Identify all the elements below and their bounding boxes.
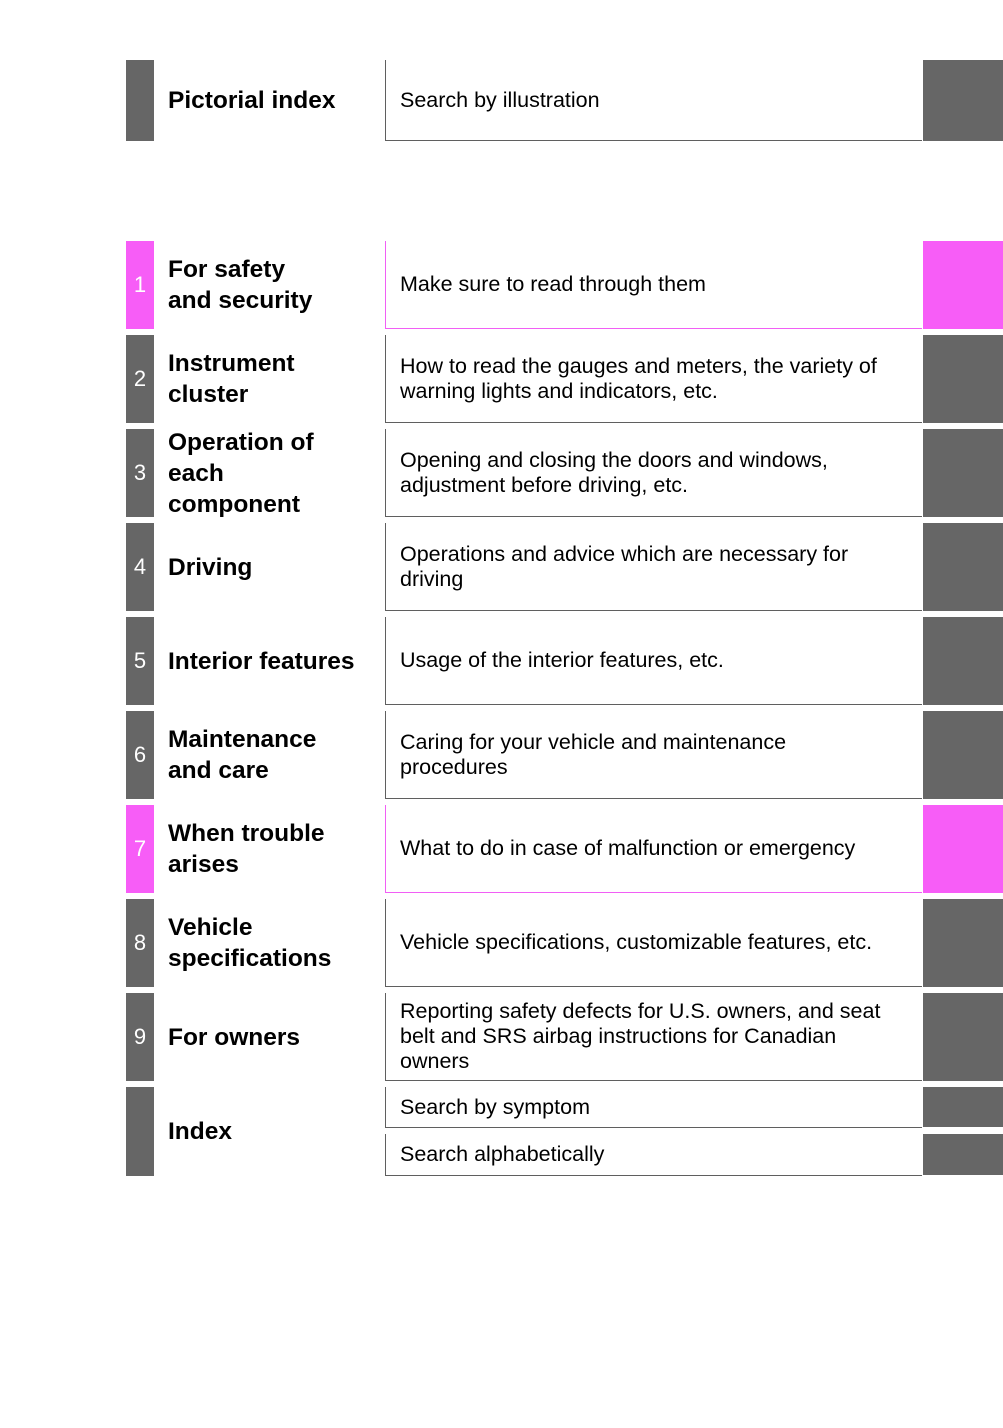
tab-number: 3 (126, 429, 154, 517)
right-tab[interactable] (923, 993, 1003, 1081)
section-title: For safety and security (168, 256, 313, 314)
section-description: What to do in case of malfunction or emergency (385, 805, 922, 893)
right-tab[interactable] (923, 805, 1003, 893)
tab-number: 7 (126, 805, 154, 893)
section-row-1[interactable] (126, 241, 1003, 329)
section-title: Pictorial index (168, 87, 336, 114)
section-row-4[interactable] (126, 523, 1003, 611)
section-title: For owners (168, 1023, 301, 1051)
tab-number: 8 (126, 899, 154, 987)
section-title: When trouble arises (168, 820, 325, 878)
left-tab (126, 60, 154, 141)
tab-number: 1 (126, 241, 154, 329)
index-item-alphabetical[interactable]: Search alphabetically (385, 1134, 922, 1176)
right-tab[interactable] (923, 523, 1003, 611)
right-tab-symptom[interactable] (923, 1087, 1003, 1127)
right-tab[interactable] (923, 335, 1003, 423)
section-row-8[interactable] (126, 899, 1003, 987)
right-tab[interactable] (923, 241, 1003, 329)
section-description: Make sure to read through them (385, 241, 922, 329)
section-title: Index (168, 1118, 232, 1145)
section-title: Maintenance and care (168, 726, 317, 784)
section-description: Usage of the interior features, etc. (385, 617, 922, 705)
section-description: Operations and advice which are necessary for driving (385, 523, 922, 611)
tab-number: 9 (126, 993, 154, 1081)
tab-number: 6 (126, 711, 154, 799)
right-tab[interactable] (923, 711, 1003, 799)
section-title: Interior features (168, 647, 355, 675)
pictorial-index-row[interactable] (126, 60, 1003, 141)
section-description: Opening and closing the doors and windows, adjustment before driving, etc. (385, 429, 922, 517)
right-tab[interactable] (923, 899, 1003, 987)
section-title: Instrument cluster (168, 350, 295, 408)
left-tab (126, 1087, 154, 1176)
section-row-6[interactable] (126, 711, 1003, 799)
section-row-9[interactable] (126, 993, 1003, 1081)
tab-number: 5 (126, 617, 154, 705)
index-row (126, 1087, 1003, 1176)
right-tab[interactable] (923, 617, 1003, 705)
right-tab[interactable] (923, 60, 1003, 141)
section-row-7[interactable] (126, 805, 1003, 893)
section-row-2[interactable] (126, 335, 1003, 423)
right-tab[interactable] (923, 429, 1003, 517)
section-title: Driving (168, 553, 253, 581)
section-description: Vehicle specifications, customizable features, etc. (385, 899, 922, 987)
tab-number: 4 (126, 523, 154, 611)
section-description: Reporting safety defects for U.S. owners, and seat belt and SRS airbag instructions for Canadian owners (385, 993, 922, 1081)
right-tab-alphabetical[interactable] (923, 1134, 1003, 1175)
index-item-symptom[interactable]: Search by symptom (385, 1087, 922, 1128)
section-row-3[interactable] (126, 429, 1003, 517)
section-row-5[interactable] (126, 617, 1003, 705)
section-description: Caring for your vehicle and maintenance procedures (385, 711, 922, 799)
tab-number: 2 (126, 335, 154, 423)
section-description: Search by illustration (385, 60, 922, 141)
section-description: How to read the gauges and meters, the variety of warning lights and indicators, etc. (385, 335, 922, 423)
section-title: Vehicle specifications (168, 914, 332, 972)
section-title: Operation of each component (168, 428, 314, 518)
